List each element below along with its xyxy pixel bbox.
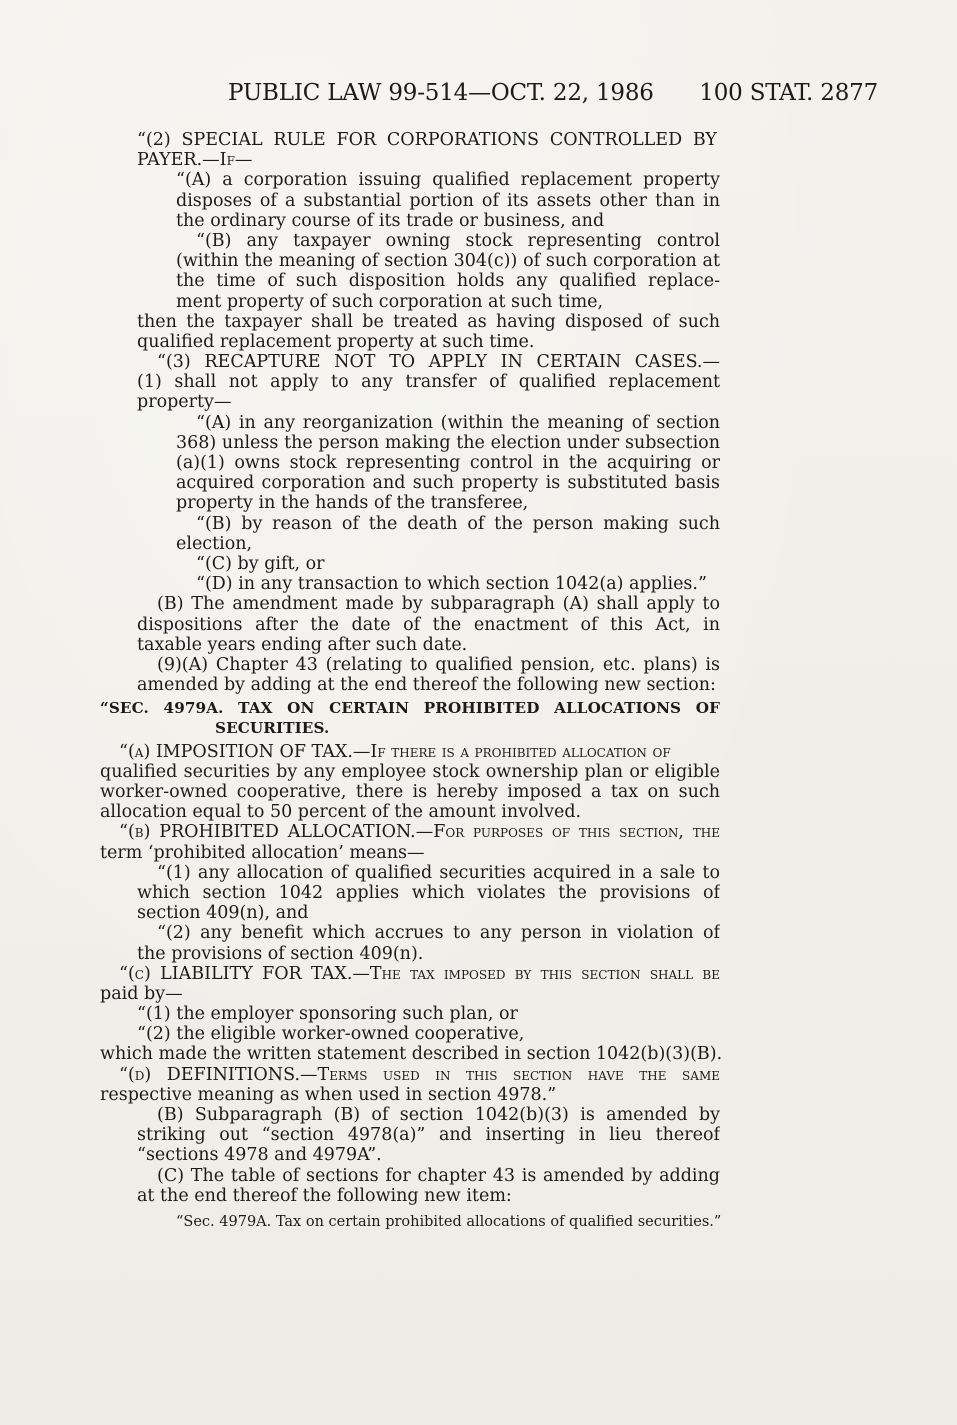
text-line: then the taxpayer shall be treated as having disposed of such <box>137 311 720 332</box>
document-body <box>0 130 957 1232</box>
text-line: 368) unless the person making the election under subsection <box>176 432 720 453</box>
text-line: qualified replacement property at such time. <box>137 331 535 352</box>
text-line: property in the hands of the transferee, <box>176 493 529 514</box>
text-line: taxable years ending after such date. <box>137 634 468 655</box>
text-line: the provisions of section 409(n). <box>137 943 424 964</box>
text-line: the ordinary course of its trade or business, and <box>176 210 605 231</box>
text-line: acquired corporation and such property is substituted basis <box>176 473 720 494</box>
text-line: (9)(A) Chapter 43 (relating to qualified pension, etc. plans) is <box>157 654 720 675</box>
text-line: “(D) in any transaction to which section 1042(a) applies.” <box>196 574 707 595</box>
text-line: “(1) any allocation of qualified securities acquired in a sale to <box>157 862 720 883</box>
text-line: allocation equal to 50 percent of the amount involved. <box>100 802 582 823</box>
text-line: election, <box>176 533 253 554</box>
text-line: “(2) any benefit which accrues to any person in violation of <box>157 923 720 944</box>
text-line: (1) shall not apply to any transfer of qualified replacement <box>137 372 720 393</box>
text-line: PAYER.—If— <box>137 150 253 171</box>
text-line: SECURITIES. <box>215 719 330 738</box>
text-line: “(B) by reason of the death of the person making such <box>196 513 720 534</box>
text-line: “(2) SPECIAL RULE FOR CORPORATIONS CONTROLLED BY <box>137 130 717 150</box>
text-line: “(a) IMPOSITION OF TAX.—If there is a prohibited allocation of <box>119 741 671 762</box>
text-line: “(b) PROHIBITED ALLOCATION.—For purposes of this section, the <box>119 822 720 843</box>
text-line: “(A) a corporation issuing qualified replacement property <box>176 170 720 191</box>
text-line: at the end thereof the following new item: <box>137 1185 512 1206</box>
text-line: “SEC. 4979A. TAX ON CERTAIN PROHIBITED ALLOCATIONS OF <box>100 699 720 718</box>
text-line: section 409(n), and <box>137 903 309 924</box>
text-line: term ‘prohibited allocation’ means— <box>100 842 425 863</box>
text-line: “sections 4978 and 4979A”. <box>137 1145 382 1166</box>
text-line: “(1) the employer sponsoring such plan, or <box>137 1004 518 1025</box>
text-line: which made the written statement described in section 1042(b)(3)(B). <box>100 1044 723 1065</box>
text-line: property— <box>137 392 232 413</box>
text-line: “(2) the eligible worker-owned cooperative, <box>137 1024 525 1045</box>
text-line: paid by— <box>100 983 183 1004</box>
header-stat-page: 100 STAT. 2877 <box>699 80 878 106</box>
text-line: “(d) DEFINITIONS.—Terms used in this section have the same <box>119 1064 720 1085</box>
text-line: respective meaning as when used in section 4978.” <box>100 1084 557 1105</box>
text-line: qualified securities by any employee stock ownership plan or eligible <box>100 761 720 782</box>
text-line: (B) The amendment made by subparagraph (A) shall apply to <box>157 594 720 615</box>
text-line: “Sec. 4979A. Tax on certain prohibited allocations of qualified securities.” <box>176 1213 722 1230</box>
text-line: “(3) RECAPTURE NOT TO APPLY IN CERTAIN CASES.— <box>157 352 720 373</box>
text-line: which section 1042 applies which violates the provisions of <box>137 882 720 903</box>
text-line: “(C) by gift, or <box>196 553 325 574</box>
text-line: (B) Subparagraph (B) of section 1042(b)(3) is amended by <box>157 1105 720 1125</box>
text-line: amended by adding at the end thereof the following new section: <box>137 675 716 696</box>
text-line: “(B) any taxpayer owning stock representing control <box>196 230 720 251</box>
text-line: “(c) LIABILITY FOR TAX.—The tax imposed by this section shall be <box>119 963 720 984</box>
text-line: (C) The table of sections for chapter 43 is amended by adding <box>157 1165 720 1186</box>
text-line: “(A) in any reorganization (within the meaning of section <box>196 412 720 433</box>
text-line: disposes of a substantial portion of its assets other than in <box>176 190 720 211</box>
text-line: (a)(1) owns stock representing control in the acquiring or <box>176 453 720 473</box>
text-line: dispositions after the date of the enactment of this Act, in <box>137 614 720 635</box>
header-citation: PUBLIC LAW 99-514—OCT. 22, 1986 <box>228 80 654 106</box>
page-header <box>228 80 878 112</box>
text-line: striking out “section 4978(a)” and inserting in lieu thereof <box>137 1125 720 1146</box>
text-line: the time of such disposition holds any qualified replace- <box>176 271 720 292</box>
text-line: worker-owned cooperative, there is hereby imposed a tax on such <box>100 782 720 802</box>
text-line: (within the meaning of section 304(c)) of such corporation at <box>176 251 720 272</box>
text-line: ment property of such corporation at such time, <box>176 291 604 312</box>
